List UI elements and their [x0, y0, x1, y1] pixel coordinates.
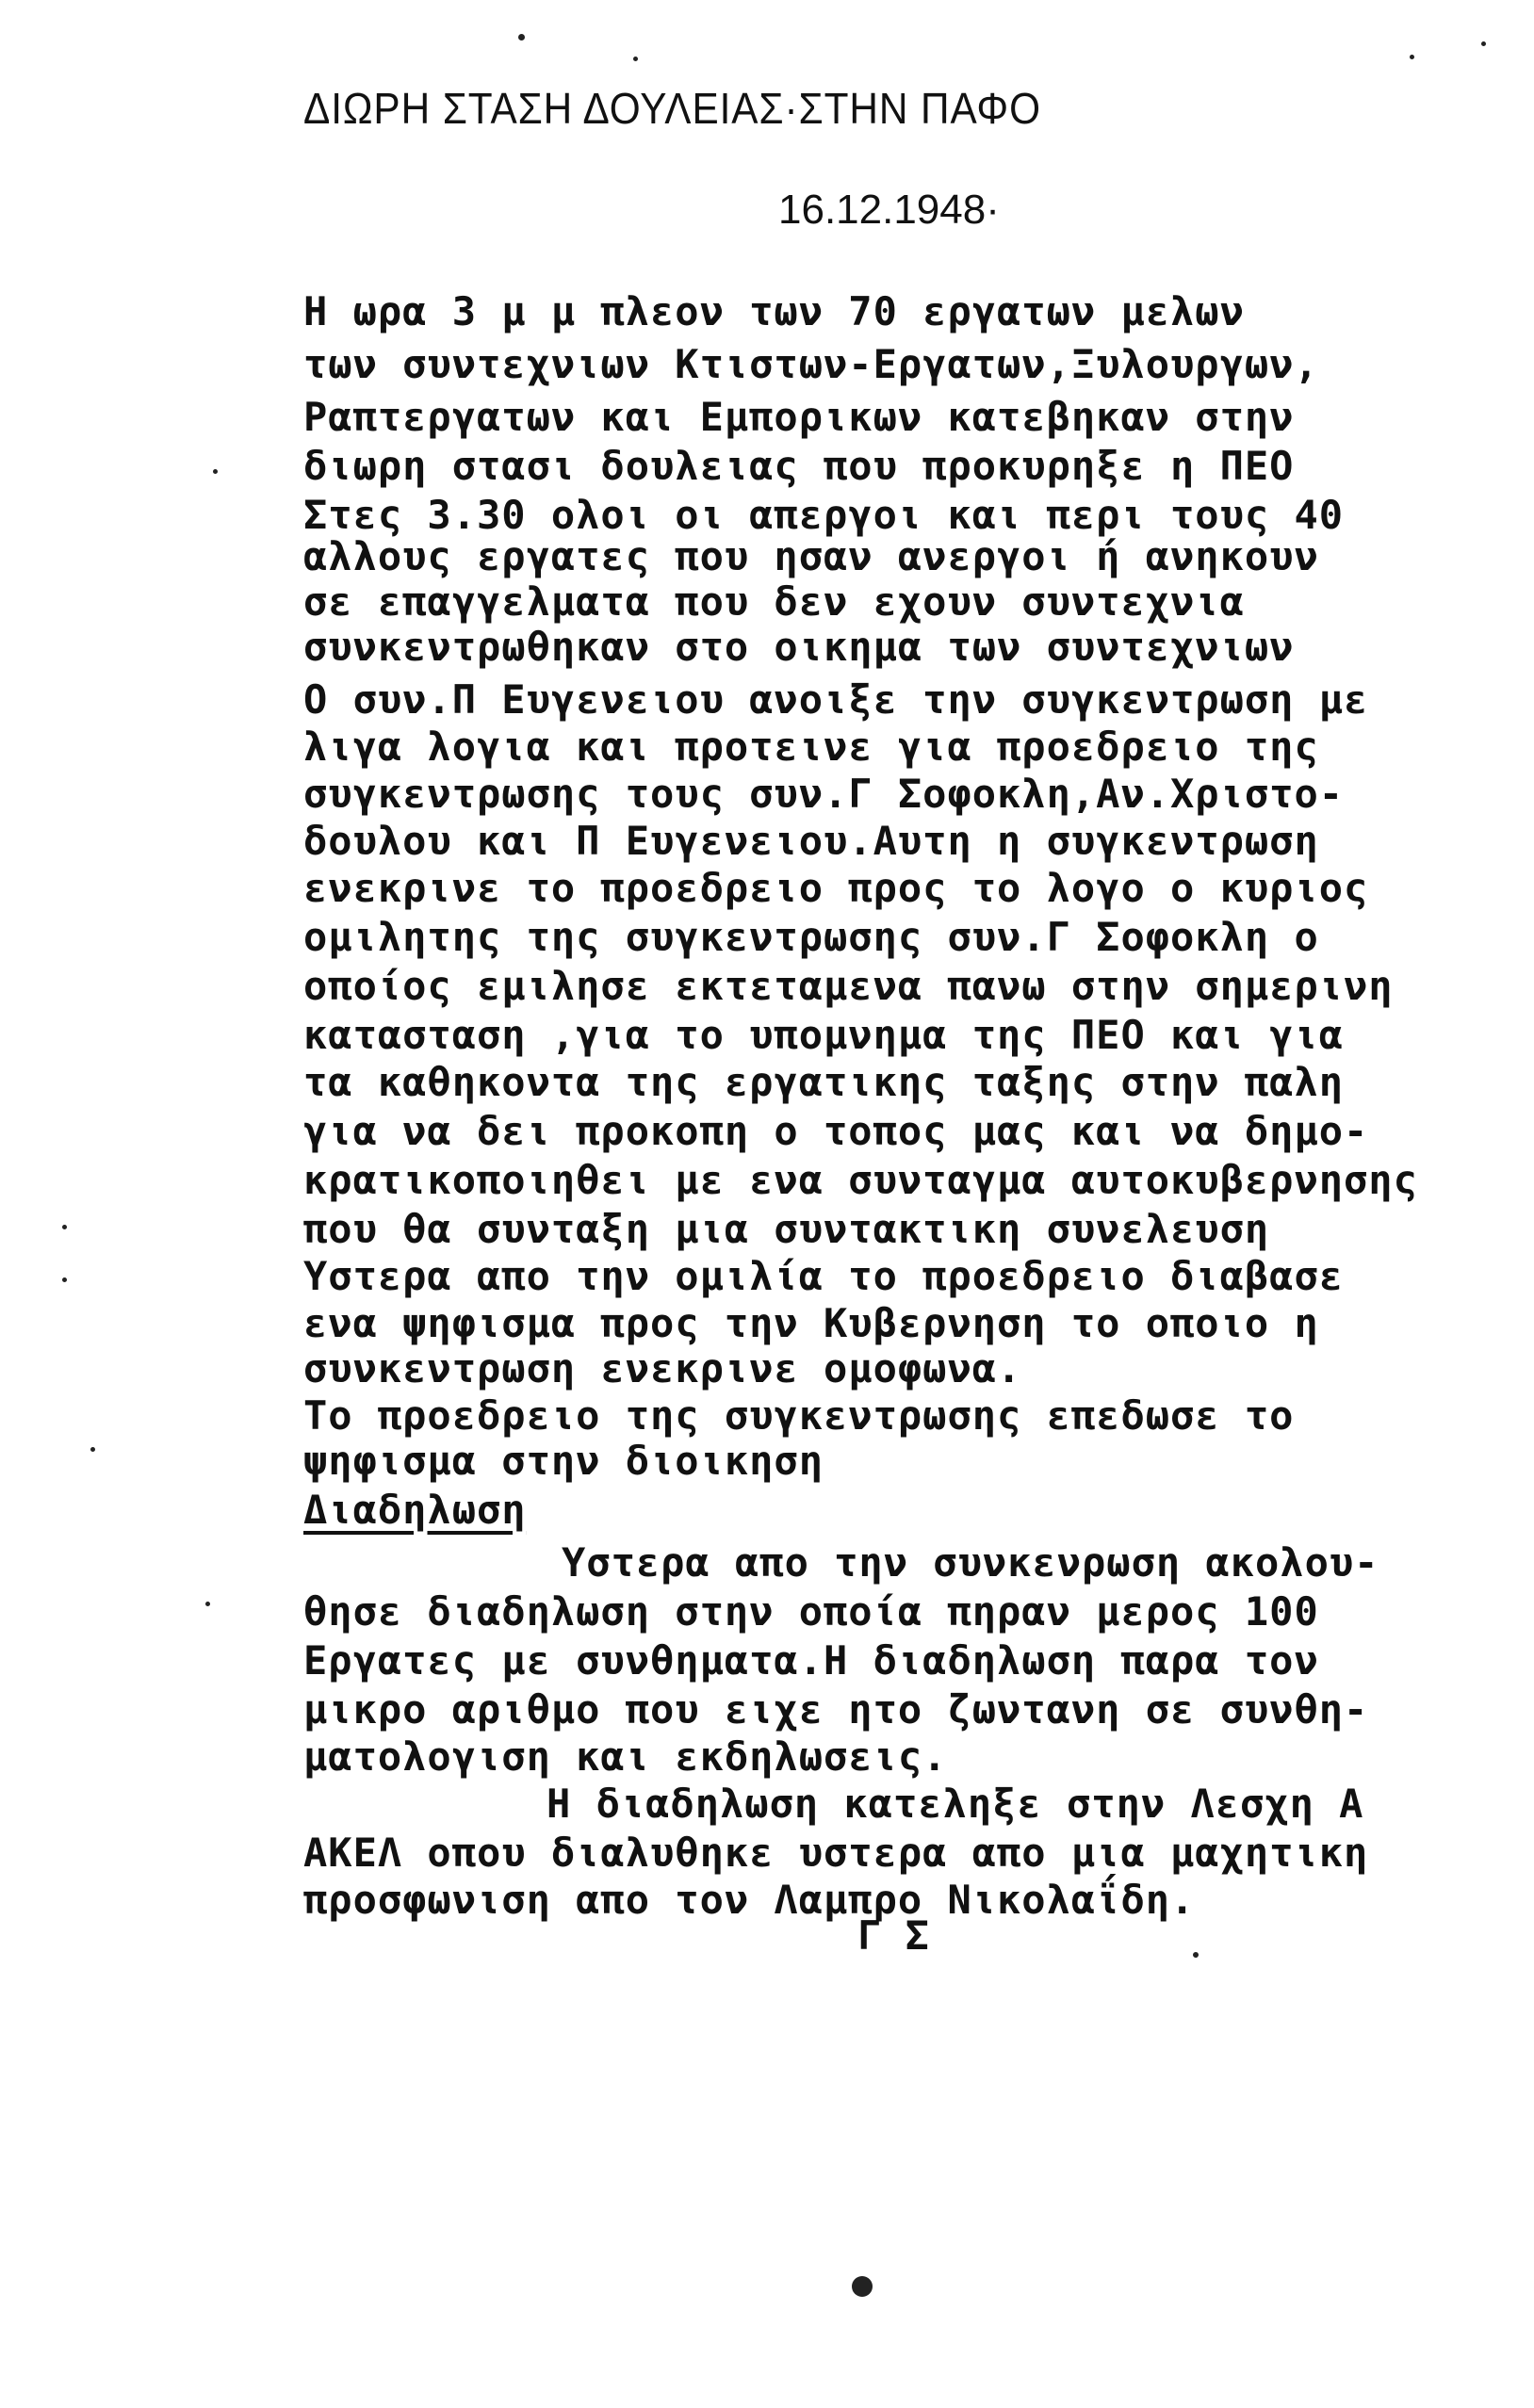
- text-line-34: προσφωνιση απο τον Λαμπρο Νικολαΐδη.: [303, 1877, 1196, 1923]
- scan-speck: [1410, 55, 1414, 59]
- text-line-30: μικρο αριθμο που ειχε ητο ζωντανη σε συνθη-: [303, 1686, 1369, 1733]
- text-line-33: ΑΚΕΛ οπου διαλυθηκε υστερα απο μια μαχητικη: [303, 1830, 1369, 1876]
- scan-speck: [205, 1602, 210, 1606]
- text-line-22: ενα ψηφισμα προς την Κυβερνηση το οποιο η: [303, 1300, 1319, 1346]
- text-line-3: Ραπτεργατων και Εμπορικων κατεβηκαν στην: [303, 394, 1295, 440]
- text-line-25: ψηφισμα στην διοικηση: [303, 1438, 824, 1484]
- text-line-29: Εργατες με συνθηματα.Η διαδηλωση παρα τον: [303, 1637, 1319, 1684]
- text-line-1: Η ωρα 3 μ μ πλεον των 70 εργατων μελων: [303, 288, 1245, 334]
- text-line-14: ομιλητης της συγκεντρωσης συν.Γ Σοφοκλη ο: [303, 914, 1319, 960]
- text-line-7: σε επαγγελματα που δεν εχουν συντεχνια: [303, 578, 1245, 625]
- scan-speck: [518, 34, 525, 41]
- text-line-16: κατασταση ,για το υπομνημα της ΠΕΟ και για: [303, 1012, 1345, 1058]
- scan-speck: [633, 57, 638, 61]
- scan-speck: [1481, 41, 1486, 46]
- text-line-27: Υστερα απο την συνκενρωση ακολου-: [562, 1539, 1379, 1586]
- text-line-10: λιγα λογια και προτεινε για προεδρειο της: [303, 724, 1319, 770]
- scan-speck: [852, 2276, 873, 2297]
- text-line-17: τα καθηκοντα της εργατικης ταξης στην παλη: [303, 1059, 1345, 1105]
- scan-speck: [90, 1447, 95, 1452]
- text-line-13: ενεκρινε το προεδρειο προς το λογο ο κυριος: [303, 865, 1369, 911]
- signature-initials: Γ Σ: [857, 1912, 929, 1959]
- text-line-15: οποίος εμιλησε εκτεταμενα πανω στην σημερινη: [303, 963, 1394, 1009]
- scan-speck: [1193, 1952, 1199, 1958]
- text-line-21: Υστερα απο την ομιλία το προεδρειο διαβασε: [303, 1253, 1345, 1299]
- text-line-20: που θα συνταξη μια συντακτικη συνελευση: [303, 1206, 1270, 1252]
- scan-speck: [213, 469, 218, 474]
- text-line-11: συγκεντρωσης τους συν.Γ Σοφοκλη,Αν.Χριστο-: [303, 771, 1345, 817]
- text-line-8: συνκεντρωθηκαν στο οικημα των συντεχνιων: [303, 624, 1295, 670]
- text-line-32: Η διαδηλωση κατεληξε στην Λεσχη Α: [547, 1781, 1364, 1827]
- text-line-28: θησε διαδηλωση στην οποία πηραν μερος 100: [303, 1588, 1319, 1635]
- text-line-6: αλλους εργατες που ησαν ανεργοι ή ανηκουν: [303, 533, 1319, 579]
- text-line-19: κρατικοποιηθει με ενα συνταγμα αυτοκυβερνησης: [303, 1157, 1418, 1203]
- section-heading: Διαδηλωση: [303, 1487, 527, 1533]
- text-line-4: διωρη στασι δουλειας που προκυρηξε η ΠΕΟ: [303, 443, 1295, 489]
- scan-speck: [62, 1277, 67, 1282]
- text-line-24: Το προεδρειο της συγκεντρωσης επεδωσε το: [303, 1392, 1295, 1439]
- text-line-9: Ο συν.Π Ευγενειου ανοιξε την συγκεντρωση με: [303, 676, 1369, 723]
- text-line-5: Στες 3.30 ολοι οι απεργοι και περι τους 40: [303, 492, 1345, 538]
- document-date: 16.12.1948·: [778, 187, 1000, 233]
- document-title: ΔΙΩΡΗ ΣΤΑΣΗ ΔΟΥΛΕΙΑΣ·ΣΤΗΝ ΠΑΦΟ: [303, 84, 1041, 133]
- text-line-23: συνκεντρωση ενεκρινε ομοφωνα.: [303, 1345, 1022, 1391]
- text-line-2: των συντεχνιων Κτιστων-Εργατων,Ξυλουργων,: [303, 341, 1319, 387]
- scan-speck: [62, 1225, 67, 1229]
- text-line-18: για να δει προκοπη ο τοπος μας και να δημο-: [303, 1108, 1369, 1154]
- text-line-12: δουλου και Π Ευγενειου.Αυτη η συγκεντρωση: [303, 818, 1319, 864]
- text-line-31: ματολογιση και εκδηλωσεις.: [303, 1733, 948, 1780]
